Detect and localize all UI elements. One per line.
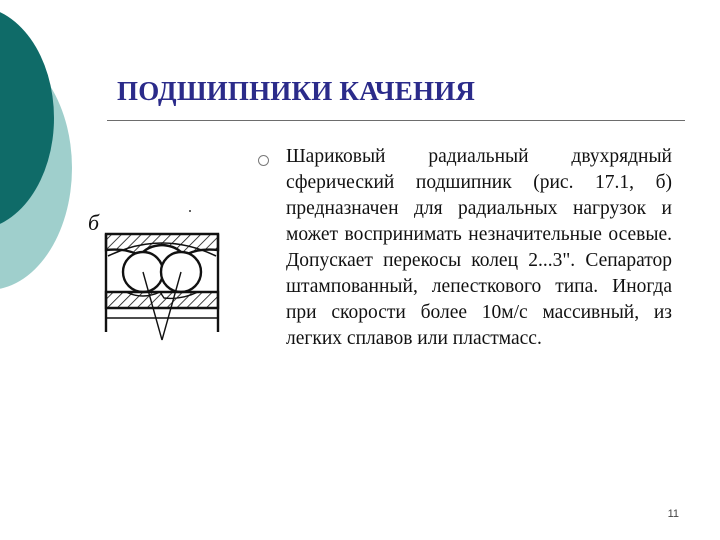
dot-mark bbox=[189, 210, 191, 212]
bearing-drawing bbox=[86, 200, 246, 350]
bullet-circle-icon bbox=[258, 155, 269, 166]
outer-ring bbox=[106, 234, 218, 256]
page-number: 11 bbox=[667, 508, 679, 520]
title-divider bbox=[107, 120, 685, 121]
page-title: ПОДШИПНИКИ КАЧЕНИЯ bbox=[117, 76, 476, 106]
figure-label: б bbox=[88, 210, 100, 235]
body-paragraph: Шариковый радиальный двухрядный сферический подшипник (рис. 17.1, б) предназначен для радиальных нагрузок и может воспринимать незначительные осевые. Допускает перекосы колец 2...3". Сепаратор штампованный, лепесткового типа. Иногда при скорости более 10м/с массивный, из легких сплавов или пластмасс. bbox=[286, 146, 672, 349]
